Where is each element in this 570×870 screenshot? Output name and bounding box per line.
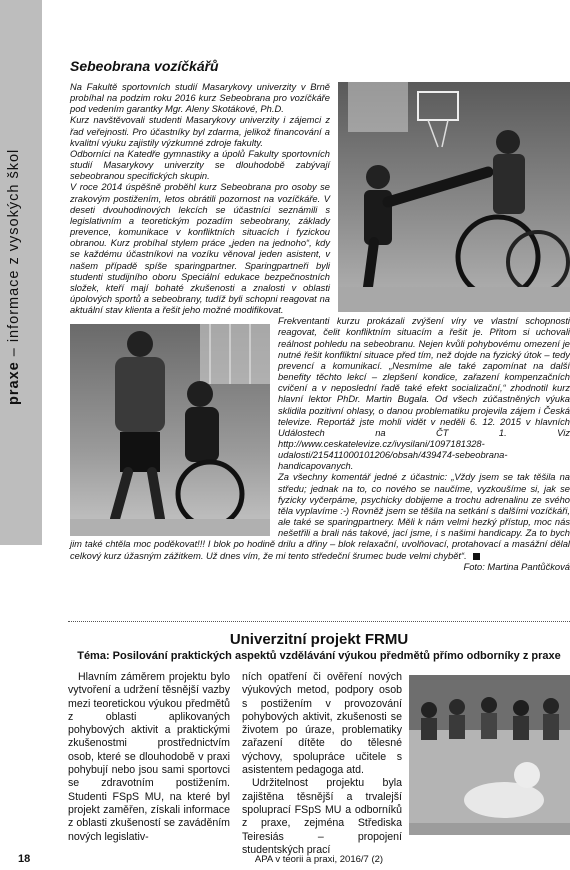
article-title-frmu: Univerzitní projekt FRMU bbox=[229, 631, 409, 648]
photo-guide-dog-seminar bbox=[409, 675, 570, 835]
paragraph: Frekventanti kurzu prokázali zvýšení víry ve vlastní schopnosti reagovat, čelit konfliktním situacím a řešit je. Přitom si uchovali reálnost pohledu na sebeobranu. Nejen kvůli pohybovému omezení je nutné řešit konfliktní situace před tím, než dojde na fyzický útok – tedy prevencí a komunikací. „Nesmíme ale také zapomínat na další benefity těchto lekcí – zlepšení kondice, zařazení kompenzačních cvičení a v neposlední řadě také efekt socializační,“ zhodnotil kurz hlavní lektor PhDr. Martin Bugala. Od všech zúčastněných výuka sklidila pozitivní ohlasy, o danou problematiku projevila zájem i Česká televize. Reportáž jste mohli vidět v neděli 6. 12. 2015 v hlavních Událostech na ČT 1. Viz http://www.ceskatelevize.cz/ivysilani/1097181328-udalosti/215411000101206/obsah/439474-sebeobrana-handicapovanych. bbox=[278, 316, 570, 472]
article-subtitle-frmu: Téma: Posilování praktických aspektů vzdělávání výukou předmětů přímo odborníky z praxe bbox=[77, 650, 561, 662]
end-of-article-mark bbox=[473, 553, 480, 560]
section-divider bbox=[68, 621, 570, 622]
photo-kick-training-image bbox=[338, 82, 570, 312]
paragraph: Udržitelnost projektu byla zajištěna těsnější a trvalejší spoluprací FSpS MU a odborníků z praxe, zejména Střediska Teiresiás – propojení studentských prací bbox=[242, 777, 402, 856]
article-title-self-defense: Sebeobrana vozíčkářů bbox=[70, 58, 219, 74]
quote-text: Za všechny komentář jedné z účastnic: „Vždy jsem se tak těšila na středu; jednak na to, co nového se naučíme, vyzkoušíme si, jak se fyzicky vyčerpáme, psychicky dobijeme a trochu adrenalinu ze svého těla vyplavíme :-) Rovněž jsem se těšila na setkání s dalšími vozíčkáři, ale také se sparingpartnery. Měli k nám velmi hezký přístup, moc nás nešetřili a brali nás takové, jací jsme, i s našimi handicapy. Za to bych jim také chtěla moc poděkovat!!! I blok po hodině drilu a dřiny – blok relaxační, uvolňovací, protahovací a masážní dělal celkový kurz úžasným zážitkem. Už dnes vím, že mi tento středeční šrumec bude velmi chybět“. bbox=[70, 472, 570, 561]
article-column-left bbox=[68, 671, 230, 844]
photo-kick-training bbox=[338, 82, 570, 312]
paragraph: Kurz navštěvovali studenti Masarykovy univerzity i zájemci z řad veřejnosti. Pro účastníky byl zdarma, jelikož financování a kvalitní výuku zajistily výzkumné zdroje fakulty. bbox=[70, 115, 330, 148]
paragraph: ních opatření či ověření nových výukových metod, podpory osob s postižením v provozování pohybových aktivit, zkušenosti se životem po úraze, problematiky zařazení dítěte do tělesné výchovy, spolupráce učitele s asistentem pedagoga atd. bbox=[242, 671, 402, 777]
article-column-middle bbox=[242, 671, 402, 857]
section-label bbox=[6, 149, 22, 405]
photo-guide-dog-seminar-image bbox=[409, 675, 570, 835]
section-label-bold: praxe bbox=[6, 361, 22, 405]
photo-wheelchair-sparring bbox=[70, 324, 270, 536]
paragraph: Na Fakultě sportovních studií Masarykovy univerzity v Brně probíhal na podzim roku 2016 kurz Sebeobrana pro vozíčkáře pod vedením garantky Mgr. Aleny Skotákové, Ph.D. bbox=[70, 82, 330, 115]
article-body-self-defense bbox=[70, 82, 570, 573]
photo-wheelchair-sparring-image bbox=[70, 324, 270, 536]
photo-credit: Foto: Martina Pantůčková bbox=[463, 561, 570, 572]
paragraph: Odborníci na Katedře gymnastiky a úpolů Fakulty sportovních studií Masarykovy univerzity se dlouhodobě zabývají sebeobranou specifických skupin. bbox=[70, 148, 330, 182]
section-label-rest: – informace z vysokých škol bbox=[6, 148, 22, 362]
paragraph: Hlavním záměrem projektu bylo vytvoření a udržení těsnější vazby mezi teoretickou výukou předmětů z oblasti aplikovaných pohybových aktivit a praktickými zkušenostmi prostřednictvím osob, které se dlouhodobě v praxi pohybují nebo jsou sami sportovci se zdravotním postižením. Studenti FSpS MU, na které byl projekt zaměřen, získali informace z oblasti zkušeností se zaváděním nových legislativ- bbox=[68, 671, 230, 843]
footer-journal: APA v teorii a praxi, 2016/7 (2) bbox=[254, 854, 384, 865]
paragraph: V roce 2014 úspěšně proběhl kurz Sebeobrana pro osoby se zrakovým postižením, letos obrátili pozornost na vozíčkáře. V deseti dvouhodinových lekcích se účastníci seznámili s legislativním a teoretickým pozadím sebeobrany, základy prevence, komunikace v konfliktních situacích i fyzickou obranou. Kurz probíhal stylem práce „jeden na jednoho“, kdy se každému účastníkovi na vozíku věnoval jeden asistent, v našem případě spíše sparingpartner. Sparingpartneři byli studenti studijního oboru Speciální edukace bezpečnostních složek, kteří mají bohaté zkušenosti a znalosti v oblasti úpolových sportů a sebeobrany, tudíž byli schopni reagovat na aktuální stav klienta a řešit jeho možné modifikovat. bbox=[70, 182, 330, 316]
page-number: 18 bbox=[18, 853, 31, 865]
